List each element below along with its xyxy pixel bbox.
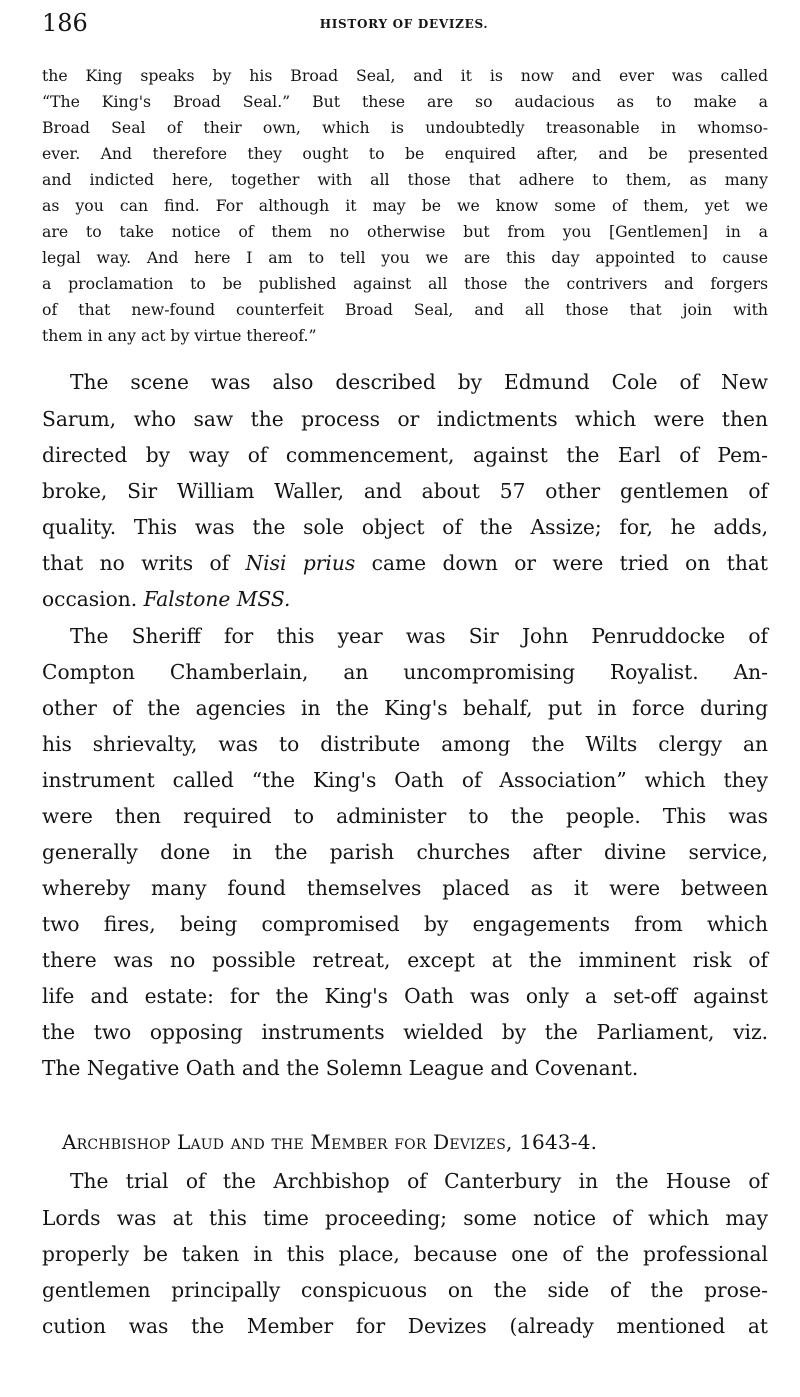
paragraph-line: his shrievalty, was to distribute among the Wilts clergy an (42, 732, 768, 756)
paragraph-line: Sarum, who saw the process or indictments which were then (42, 407, 768, 431)
quote-line: “The King's Broad Seal.” But these are so audacious as to make a (42, 92, 768, 111)
paragraph-text: came down or were tried on that (355, 551, 768, 575)
quote-line: ever. And therefore they ought to be enquired after, and be presented (42, 144, 768, 163)
running-head: HISTORY OF DEVIZES. (319, 17, 489, 31)
paragraph-line: Lords was at this time proceeding; some notice of which may (42, 1206, 768, 1230)
paragraph-line: properly be taken in this place, because one of the professional (42, 1242, 768, 1266)
paragraph-line: instrument called “the King's Oath of Association” which they (42, 768, 768, 792)
quote-line: the King speaks by his Broad Seal, and it is now and ever was called (42, 66, 768, 85)
quote-line: Broad Seal of their own, which is undoubtedly treasonable in whomso- (42, 118, 768, 137)
paragraph-line: directed by way of commencement, against the Earl of Pem- (42, 443, 768, 467)
paragraph-line: there was no possible retreat, except at the imminent risk of (42, 948, 768, 972)
paragraph-line: whereby many found themselves placed as it were between (42, 876, 768, 900)
paragraph-line: life and estate: for the King's Oath was only a set-off against (42, 984, 768, 1008)
paragraph-line: The Negative Oath and the Solemn League and Covenant. (42, 1056, 639, 1080)
paragraph-line: generally done in the parish churches after divine service, (42, 840, 768, 864)
quote-line: of that new-found counterfeit Broad Seal, and all those that join with (42, 300, 768, 319)
paragraph-line: The Sheriff for this year was Sir John Penruddocke of (70, 624, 768, 648)
quote-line: legal way. And here I am to tell you we are this day appointed to cause (42, 248, 768, 267)
quote-line: as you can find. For although it may be we know some of them, yet we (42, 196, 768, 215)
source-citation: Falstone MSS. (143, 587, 291, 611)
quote-line: them in any act by virtue thereof.” (42, 326, 317, 345)
section-heading: Archbishop Laud and the Member for Devizes, 1643-4. (62, 1130, 598, 1154)
paragraph-line: were then required to administer to the people. This was (42, 804, 768, 828)
page-number: 186 (42, 9, 88, 37)
paragraph-line: Compton Chamberlain, an uncompromising Royalist. An- (42, 660, 768, 684)
paragraph-line: quality. This was the sole object of the Assize; for, he adds, (42, 515, 768, 539)
paragraph-line: two fires, being compromised by engagements from which (42, 912, 768, 936)
paragraph-line: broke, Sir William Waller, and about 57 other gentlemen of (42, 479, 768, 503)
paragraph-text: occasion. (42, 587, 144, 611)
paragraph-line: The trial of the Archbishop of Canterbury in the House of (70, 1169, 768, 1193)
quote-line: a proclamation to be published against all those the contrivers and forgers (42, 274, 768, 293)
paragraph-line (42, 547, 768, 579)
paragraph-line: the two opposing instruments wielded by the Parliament, viz. (42, 1020, 768, 1044)
paragraph-line: other of the agencies in the King's behalf, put in force during (42, 696, 768, 720)
paragraph-text: that no writs of (42, 551, 246, 575)
paragraph-line: gentlemen principally conspicuous on the side of the prose- (42, 1278, 768, 1302)
quote-line: are to take notice of them no otherwise but from you [Gentlemen] in a (42, 222, 768, 241)
latin-term: Nisi prius (245, 551, 356, 575)
page-header (42, 6, 766, 42)
paragraph-line (42, 583, 768, 615)
paragraph-line: The scene was also described by Edmund Cole of New (70, 370, 768, 394)
quote-line: and indicted here, together with all those that adhere to them, as many (42, 170, 768, 189)
paragraph-line: cution was the Member for Devizes (already mentioned at (42, 1314, 768, 1338)
